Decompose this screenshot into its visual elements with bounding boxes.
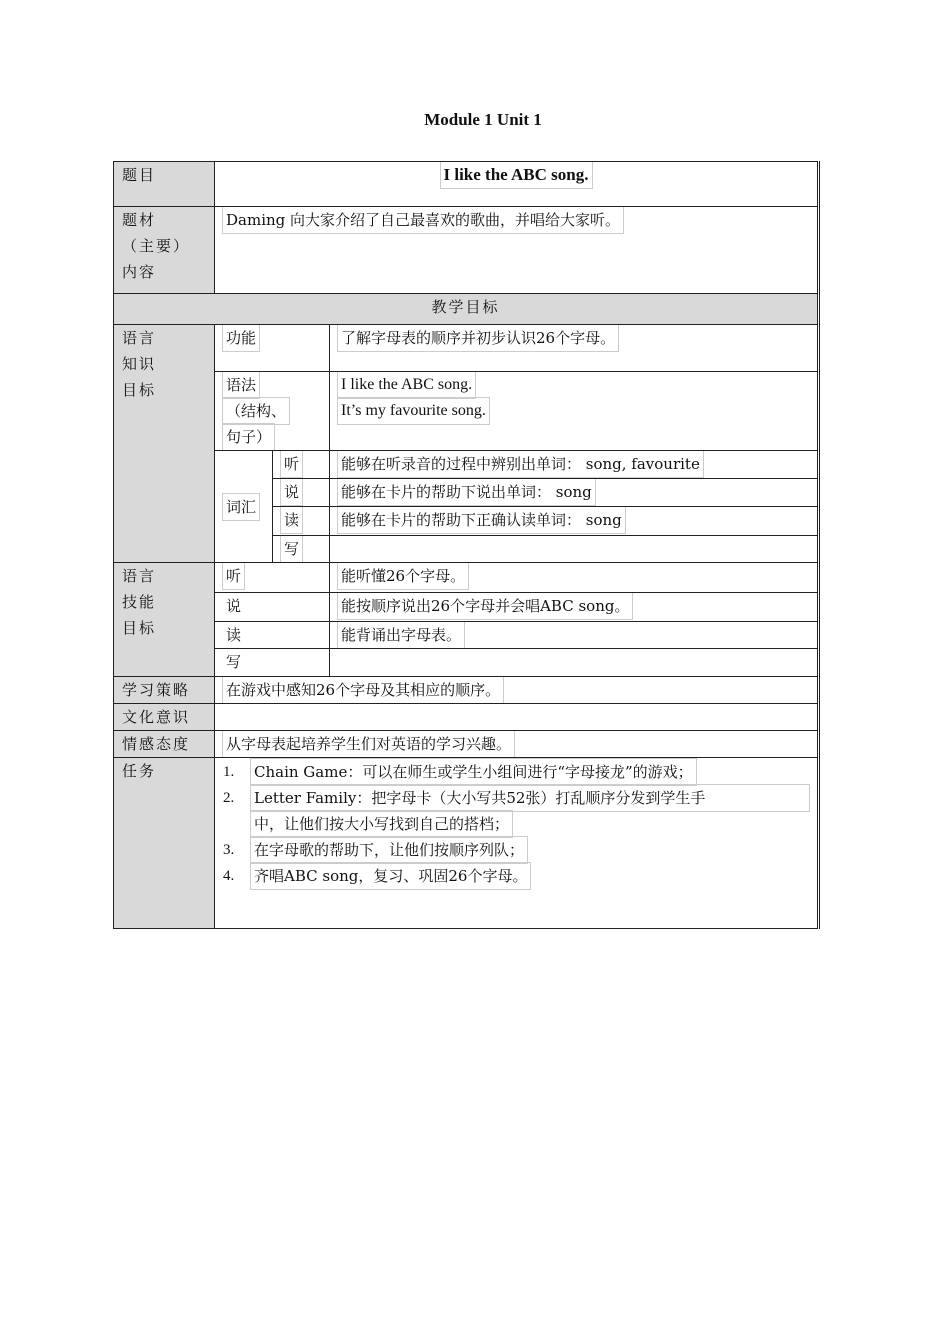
knowledge-label-line: 语言 [122,329,157,347]
culture-value [215,704,819,731]
vocab-read-value: 能够在卡片的帮助下正确认读单词： song [338,507,625,533]
grammar-label-line: （结构、 [223,398,289,424]
skill-speak: 说 [226,597,242,615]
skill-listen: 听 [223,563,244,589]
skills-label [114,563,215,677]
document-title: Module 1 Unit 1 [424,110,542,129]
row-vocab-listen [114,451,819,479]
task-text: 中，让他们按大小写找到自己的搭档； [251,811,512,837]
row-grammar [114,372,819,451]
topic-label: 题目 [114,162,215,207]
task-item [223,759,809,785]
content-label-line: （主要） [122,237,191,255]
strategy-label: 学习策略 [114,677,215,704]
tasks-list [215,758,819,929]
skill-read: 读 [226,626,242,644]
content-label [114,207,215,294]
content-label-line: 题材 [122,211,157,229]
row-topic [114,162,819,207]
row-content [114,207,819,294]
grammar-value [330,372,819,451]
grammar-label-line: 语法 [223,372,259,398]
vocab-label: 词汇 [223,494,259,520]
grammar-label-line: 句子） [223,424,274,450]
row-function [114,325,819,372]
vocab-skill-read: 读 [281,507,302,533]
skill-write-value [330,649,819,677]
skills-label-line: 技能 [122,593,157,611]
function-value: 了解字母表的顺序并初步认识26个字母。 [338,325,618,351]
row-tasks [114,758,819,929]
vocab-write-value [330,536,819,563]
row-culture [114,704,819,731]
knowledge-label [114,325,215,563]
topic-value: I like the ABC song. [441,162,592,188]
vocab-skill-speak: 说 [281,479,302,505]
task-text: Letter Family：把字母卡（大小写共52张）打乱顺序分发到学生手 [251,785,809,811]
vocab-label-cell [215,451,273,563]
task-item [223,785,809,811]
task-number: 1. [223,764,235,780]
vocab-listen-value: 能够在听录音的过程中辨别出单词： song, favourite [338,451,703,477]
skills-label-line: 目标 [122,619,157,637]
skill-speak-value: 能按顺序说出26个字母并会唱ABC song。 [338,593,632,619]
lesson-plan-table [113,161,820,929]
content-value: Daming 向大家介绍了自己最喜欢的歌曲，并唱给大家听。 [223,207,623,233]
row-strategy [114,677,819,704]
grammar-line: It’s my favourite song. [338,398,489,424]
task-item-continued [223,811,809,837]
function-label: 功能 [223,325,259,351]
task-item [223,837,809,863]
attitude-label: 情感态度 [114,731,215,758]
task-text: 齐唱ABC song，复习、巩固26个字母。 [251,863,530,889]
culture-label: 文化意识 [114,704,215,731]
content-label-line: 内容 [122,263,157,281]
vocab-speak-value: 能够在卡片的帮助下说出单词： song [338,479,595,505]
row-objectives-header [114,294,819,325]
knowledge-label-line: 目标 [122,381,157,399]
task-text: Chain Game：可以在师生或学生小组间进行“字母接龙”的游戏； [251,759,696,785]
task-item [223,863,809,889]
task-number: 3. [223,842,235,858]
grammar-line: I like the ABC song. [338,372,475,398]
tasks-label: 任务 [114,758,215,929]
vocab-skill-listen: 听 [281,451,302,477]
task-text: 在字母歌的帮助下，让他们按顺序列队； [251,837,527,863]
vocab-skill-write: 写 [281,536,302,562]
skill-write: 写 [226,653,242,671]
skill-listen-value: 能听懂26个字母。 [338,563,468,589]
attitude-value: 从字母表起培养学生们对英语的学习兴趣。 [223,731,514,757]
strategy-value: 在游戏中感知26个字母及其相应的顺序。 [223,677,503,703]
row-skill-read [114,622,819,649]
task-number: 4. [223,868,235,884]
skill-read-value: 能背诵出字母表。 [338,622,464,648]
grammar-label [215,372,330,451]
row-attitude [114,731,819,758]
row-skill-listen [114,563,819,593]
knowledge-label-line: 知识 [122,355,157,373]
task-number: 2. [223,790,235,806]
skills-label-line: 语言 [122,567,157,585]
row-skill-speak [114,593,819,622]
row-skill-write [114,649,819,677]
objectives-header: 教学目标 [114,294,819,325]
